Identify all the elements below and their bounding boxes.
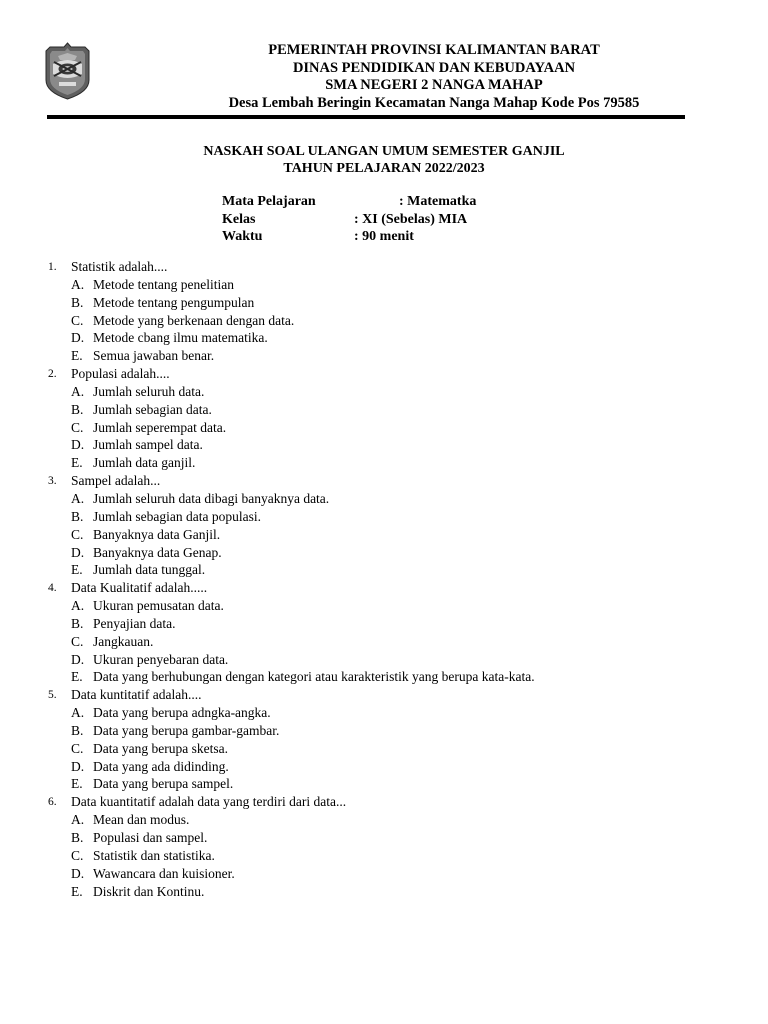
option-letter: D. [71, 758, 85, 774]
option-e [0, 454, 768, 472]
option-text: Jumlah sampel data. [93, 437, 203, 453]
question-number: 3. [48, 475, 57, 488]
header-school-name: SMA NEGERI 2 NANGA MAHAP [325, 77, 543, 93]
option-letter: A. [71, 490, 85, 506]
exam-title [0, 143, 768, 177]
option-text: Data yang berupa adngka-angka. [93, 705, 271, 721]
question-text: Statistik adalah.... [71, 259, 168, 274]
option-letter: D. [71, 865, 85, 881]
option-text: Penyajian data. [93, 615, 176, 631]
option-text: Wawancara dan kuisioner. [93, 865, 235, 881]
option-letter: B. [71, 508, 84, 524]
option-letter: A. [71, 276, 85, 292]
option-letter: B. [71, 830, 84, 845]
option-e [0, 775, 768, 793]
option-c [0, 740, 768, 758]
option-c [0, 633, 768, 651]
option-d [0, 544, 768, 562]
option-d [0, 865, 768, 883]
option-a [0, 811, 768, 829]
option-text: Statistik dan statistika. [93, 847, 215, 863]
question-6 [0, 793, 768, 900]
option-c [0, 419, 768, 437]
question-5 [0, 686, 768, 793]
option-letter: B. [71, 401, 84, 417]
option-letter: E. [71, 669, 83, 685]
option-c [0, 526, 768, 544]
option-text: Jumlah seperempat data. [93, 419, 227, 435]
option-b [0, 401, 768, 419]
option-letter: C. [71, 312, 84, 328]
school-letterhead [100, 42, 768, 112]
question-number: 6. [48, 796, 57, 809]
provincial-emblem-icon [45, 42, 90, 100]
header-department: DINAS PENDIDIKAN DAN KEBUDAYAAN [292, 59, 576, 76]
question-number: 4. [48, 582, 57, 595]
option-text: Mean dan modus. [93, 812, 190, 828]
option-text: Ukuran penyebaran data. [93, 651, 229, 667]
option-text: Jumlah data tunggal. [93, 562, 206, 578]
option-c [0, 847, 768, 865]
option-d [0, 758, 768, 776]
question-list [0, 258, 768, 900]
option-e [0, 883, 768, 901]
question-number: 5. [48, 689, 57, 702]
option-letter: E. [71, 883, 83, 899]
class-value: : XI (Sebelas) MIA [354, 211, 468, 227]
option-letter: D. [71, 437, 85, 453]
option-a [0, 383, 768, 401]
option-letter: D. [71, 330, 85, 346]
option-text: Data yang berupa gambar-gambar. [93, 722, 280, 738]
option-text: Metode tentang pengumpulan [93, 294, 255, 310]
option-letter: A. [71, 598, 85, 614]
option-letter: C. [71, 419, 84, 435]
option-b [0, 829, 768, 847]
option-letter: B. [71, 615, 84, 631]
question-4 [0, 579, 768, 686]
header-government: PEMERINTAH PROVINSI KALIMANTAN BARAT [268, 42, 600, 58]
option-letter: A. [71, 705, 85, 721]
time-label: Waktu [222, 229, 263, 244]
option-b [0, 508, 768, 526]
question-1 [0, 258, 768, 365]
option-letter: B. [71, 722, 84, 738]
question-number: 2. [48, 368, 57, 381]
option-letter: E. [71, 455, 83, 471]
exam-year-line: TAHUN PELAJARAN 2022/2023 [283, 161, 485, 176]
option-text: Diskrit dan Kontinu. [93, 883, 205, 899]
question-text: Data kuntitatif adalah.... [71, 687, 202, 703]
option-letter: C. [71, 526, 84, 542]
option-letter: C. [71, 633, 84, 649]
option-b [0, 722, 768, 740]
option-letter: E. [71, 776, 83, 792]
subject-label: Mata Pelajaran [222, 194, 316, 209]
option-text: Semua jawaban benar. [93, 348, 215, 364]
question-text: Data kuantitatif adalah data yang terdiri dari data... [71, 794, 347, 810]
option-text: Data yang berupa sampel. [93, 776, 234, 792]
option-e [0, 668, 768, 686]
option-a [0, 597, 768, 615]
option-letter: D. [71, 651, 85, 667]
class-label: Kelas [222, 211, 256, 227]
option-a [0, 276, 768, 294]
subject-value: : Matematka [399, 194, 477, 209]
option-letter: C. [71, 847, 84, 863]
option-a [0, 704, 768, 722]
option-d [0, 651, 768, 669]
option-text: Metode yang berkenaan dengan data. [93, 312, 295, 328]
option-letter: E. [71, 562, 83, 578]
question-text: Populasi adalah.... [71, 366, 170, 382]
option-e [0, 347, 768, 365]
option-c [0, 312, 768, 330]
option-d [0, 329, 768, 347]
option-text: Metode cbang ilmu matematika. [93, 330, 268, 346]
option-a [0, 490, 768, 508]
option-letter: A. [71, 383, 85, 399]
option-letter: A. [71, 812, 85, 828]
header-divider [47, 115, 685, 119]
question-number: 1. [48, 261, 57, 273]
option-text: Populasi dan sampel. [93, 830, 208, 845]
option-text: Data yang ada didinding. [93, 758, 229, 774]
option-text: Jumlah seluruh data. [93, 383, 205, 399]
option-text: Banyaknya data Genap. [93, 544, 222, 560]
option-text: Banyaknya data Ganjil. [93, 526, 221, 542]
option-text: Jangkauan. [93, 633, 154, 649]
option-text: Data yang berhubungan dengan kategori atau karakteristik yang berupa kata-kata. [93, 669, 535, 685]
option-letter: C. [71, 740, 84, 756]
option-letter: B. [71, 294, 84, 310]
question-text: Data Kualitatif adalah..... [71, 580, 208, 596]
option-d [0, 436, 768, 454]
header-address: Desa Lembah Beringin Kecamatan Nanga Mahap Kode Pos 79585 [228, 94, 640, 111]
option-b [0, 615, 768, 633]
option-text: Jumlah sebagian data. [93, 401, 212, 417]
option-text: Jumlah data ganjil. [93, 455, 196, 471]
option-letter: D. [71, 544, 85, 560]
time-value: : 90 menit [354, 229, 414, 244]
option-b [0, 294, 768, 312]
option-text: Ukuran pemusatan data. [93, 598, 224, 614]
option-text: Jumlah sebagian data populasi. [93, 508, 261, 524]
question-3 [0, 472, 768, 579]
option-letter: E. [71, 348, 83, 364]
option-e [0, 561, 768, 579]
question-2 [0, 365, 768, 472]
option-text: Data yang berupa sketsa. [93, 740, 228, 756]
option-text: Metode tentang penelitian [93, 276, 234, 292]
option-text: Jumlah seluruh data dibagi banyaknya data. [93, 490, 330, 506]
question-text: Sampel adalah... [71, 473, 161, 489]
exam-title-line: NASKAH SOAL ULANGAN UMUM SEMESTER GANJIL [203, 144, 565, 159]
